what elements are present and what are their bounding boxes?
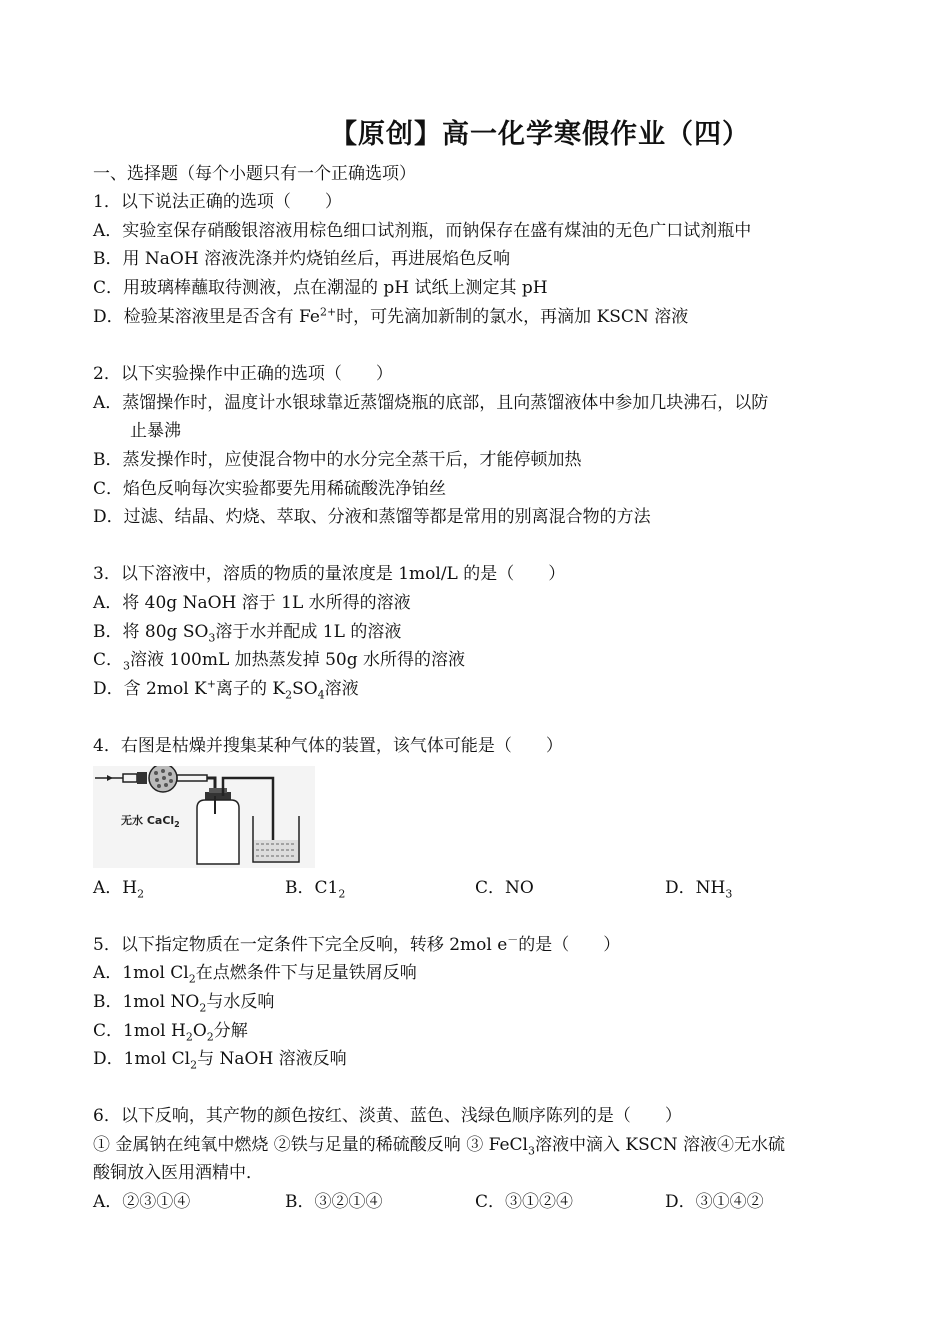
gas-drying-apparatus-figure: [93, 766, 315, 868]
q4-option-c: C．NO: [475, 878, 534, 898]
q3-option-c: C．$_3$溶液 100mL 加热蒸发掉 50g 水所得的溶液: [93, 650, 466, 673]
q5-option-a: A．1mol $Cl_2$在点燃条件下与足量铁屑反响: [93, 963, 417, 986]
q1-option-c: C．用玻璃棒蘸取待测液，点在潮湿的 pH 试纸上测定其 pH: [93, 278, 548, 298]
q3-option-a: A．将 40g NaOH 溶于 1L 水所得的溶液: [93, 593, 411, 613]
q3-option-b: B．将 80g $SO_3$溶于水并配成 1L 的溶液: [93, 622, 402, 645]
q6-option-a: A．②③①④: [93, 1192, 191, 1212]
q1-option-a: A．实验室保存硝酸银溶液用棕色细口试剂瓶，而钠保存在盛有煤油的无色广口试剂瓶中: [93, 221, 752, 241]
q5-option-c: C．1mol $H_2O_2$分解: [93, 1021, 248, 1044]
q1-stem: 1．以下说法正确的选项（ ）: [93, 192, 342, 212]
q5-option-d: D．1mol $Cl_2$与 NaOH 溶液反响: [93, 1049, 347, 1072]
q2-option-d: D．过滤、结晶、灼烧、萃取、分液和蒸馏等都是常用的别离混合物的方法: [93, 507, 651, 527]
q2-option-c: C．焰色反响每次实验都要先用稀硫酸洗净铂丝: [93, 479, 447, 499]
q6-stem: 6．以下反响，其产物的颜色按红、淡黄、蓝色、浅绿色顺序陈列的是（ ）: [93, 1106, 682, 1126]
apparatus-svg: [93, 766, 315, 868]
q2-option-b: B．蒸发操作时，应使混合物中的水分完全蒸干后，才能停顿加热: [93, 450, 582, 470]
q4-option-d: D．$NH_3$: [665, 878, 733, 901]
q6-option-c: C．③①②④: [475, 1192, 574, 1212]
q5-stem: 5．以下指定物质在一定条件下完全反响，转移 2mol e－的是（ ）: [93, 933, 621, 955]
q1-option-d: D．检验某溶液里是否含有 $Fe^{2+}$时，可先滴加新制的氯水，再滴加 KSCN 溶液: [93, 305, 689, 327]
page-title: 【原创】高一化学寒假作业（四）: [330, 119, 750, 150]
q2-stem: 2．以下实验操作中正确的选项（ ）: [93, 364, 393, 384]
q3-stem: 3．以下溶液中，溶质的物质的量浓度是 1mol/L 的是（ ）: [93, 564, 566, 584]
section-heading: 一、选择题（每个小题只有一个正确选项）: [93, 164, 416, 184]
q6-option-d: D．③①④②: [665, 1192, 764, 1212]
q1-option-b: B．用 NaOH 溶液洗涤并灼烧铂丝后，再进展焰色反响: [93, 249, 511, 269]
cacl2-label: 无水 CaCl$_2$: [121, 814, 180, 829]
q5-option-b: B．1mol $NO_2$与水反响: [93, 992, 275, 1015]
q6-statement-line1: ① 金属钠在纯氧中燃烧 ②铁与足量的稀硫酸反响 ③ FeCl$_3$溶液中滴入 KSCN 溶液④无水硫: [93, 1135, 786, 1158]
q4-stem: 4．右图是枯燥并搜集某种气体的装置，该气体可能是（ ）: [93, 736, 563, 756]
q6-statement-line2: 酸铜放入医用酒精中．: [93, 1163, 263, 1183]
q6-option-b: B．③②①④: [285, 1192, 383, 1212]
q4-option-a: A．$H_2$: [93, 878, 145, 901]
q4-option-b: B．$C1_2$: [285, 878, 346, 901]
q2-option-a-cont: 止暴沸: [130, 421, 181, 441]
q2-option-a: A．蒸馏操作时，温度计水银球靠近蒸馏烧瓶的底部，且向蒸馏液体中参加几块沸石，以防: [93, 393, 769, 413]
q3-option-d: D．含 2mol K+离子的 $K_2SO_4$溶液: [93, 677, 359, 702]
